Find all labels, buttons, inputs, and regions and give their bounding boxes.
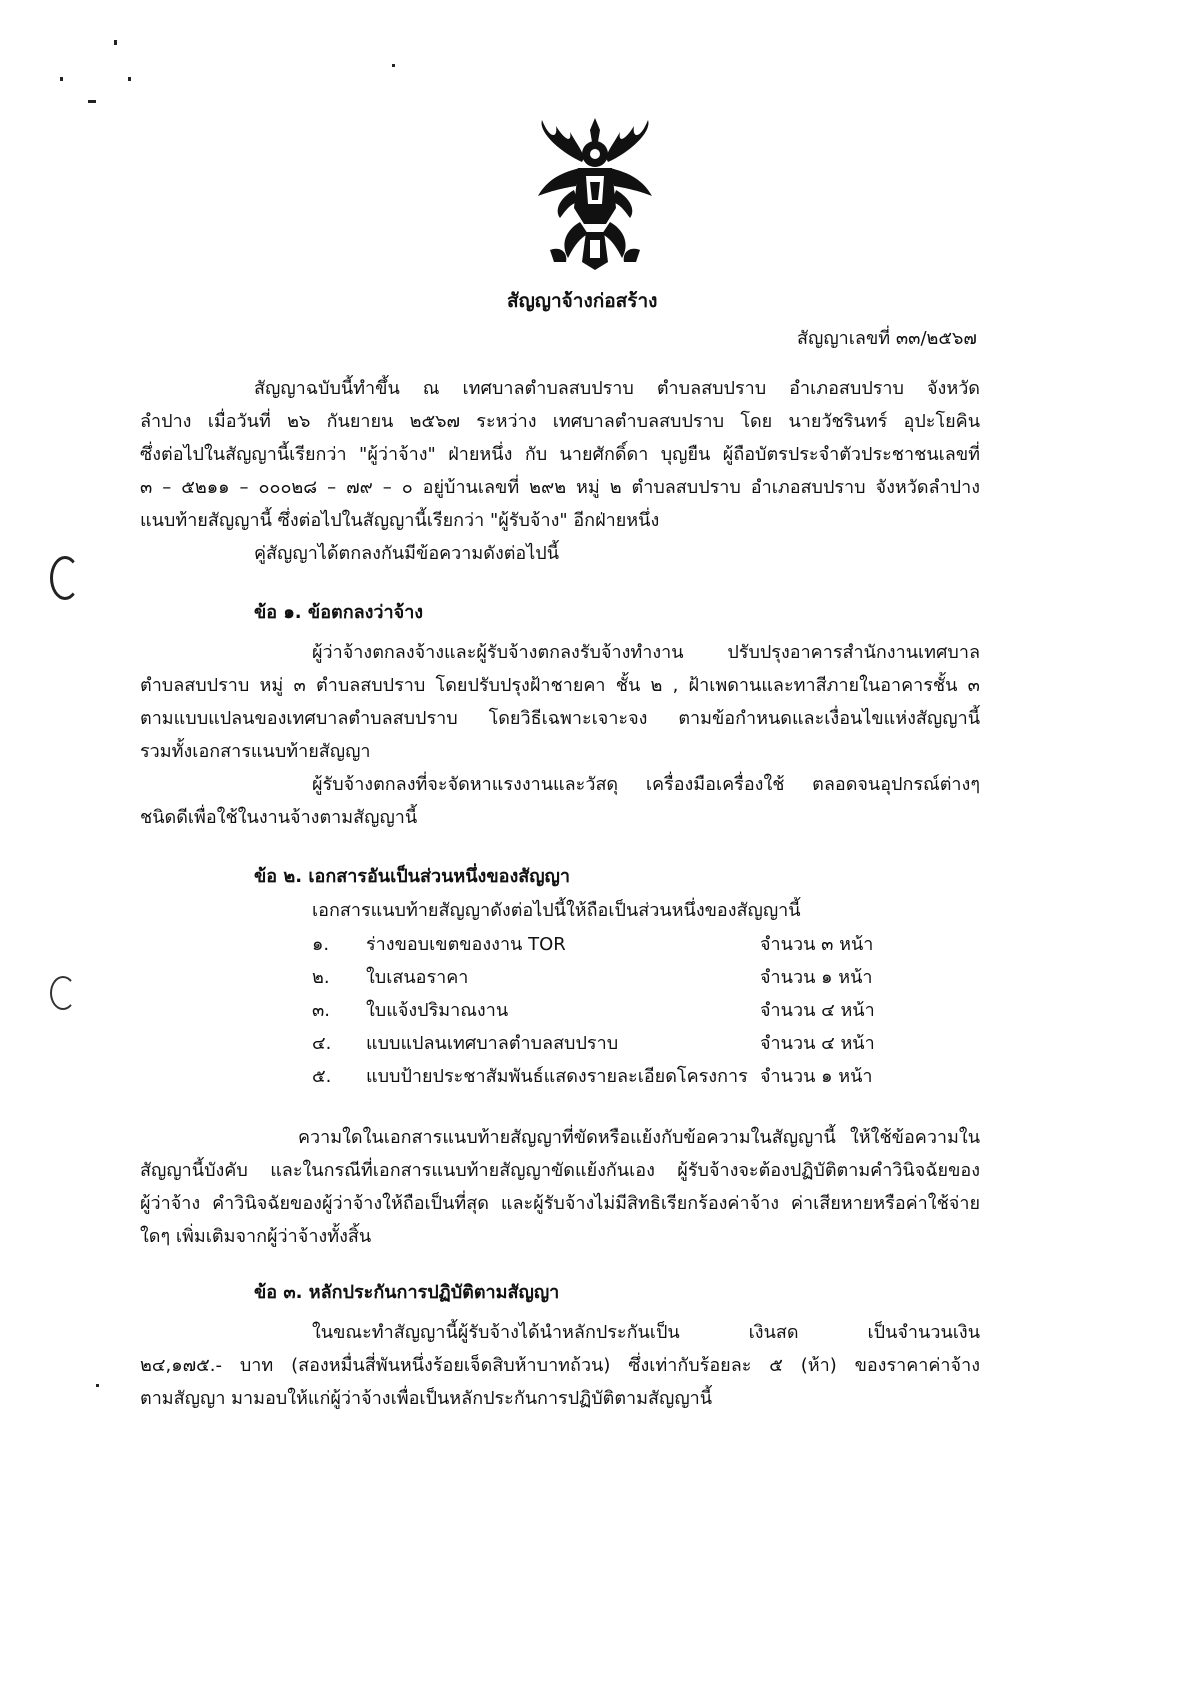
- clause-3-text: ๒๔,๑๗๕.- บาท (สองหมื่นสี่พันหนึ่งร้อยเจ็ดสิบห้าบาทถ้วน) ซึ่งเท่ากับร้อยละ ๕ (ห้า) ของราคาค่าจ้าง: [140, 1355, 980, 1376]
- attachment-number: ๒.: [312, 967, 330, 988]
- clause-1-text: ผู้ว่าจ้างตกลงจ้างและผู้รับจ้างตกลงรับจ้างทำงาน ปรับปรุงอาคารสำนักงานเทศบาล: [312, 642, 980, 663]
- attachment-number: ๑.: [312, 934, 330, 955]
- clause-2-intro: เอกสารแนบท้ายสัญญาดังต่อไปนี้ให้ถือเป็นส่วนหนึ่งของสัญญานี้: [312, 900, 801, 921]
- clause-2-text: ผู้ว่าจ้าง คำวินิจฉัยของผู้ว่าจ้างให้ถือเป็นที่สุด และผู้รับจ้างไม่มีสิทธิเรียกร้องค่าจ้าง ค่าเสียหายหรือค่าใช้จ่าย: [140, 1193, 980, 1214]
- clause-1-text: ตำบลสบปราบ หมู่ ๓ ตำบลสบปราบ โดยปรับปรุงฝ้าชายคา ชั้น ๒ , ฝ้าเพดานและทาสีภายในอาคารชั้น ๓: [140, 675, 980, 696]
- clause-3-text: ตามสัญญา มามอบให้แก่ผู้ว่าจ้างเพื่อเป็นหลักประกันการปฏิบัติตามสัญญานี้: [140, 1388, 713, 1409]
- attachment-name: ร่างขอบเขตของงาน TOR: [366, 934, 566, 955]
- document-title: สัญญาจ้างก่อสร้าง: [507, 290, 658, 312]
- scan-speck: [60, 77, 63, 81]
- attachment-number: ๔.: [312, 1033, 332, 1054]
- clause-3-text: ในขณะทำสัญญานี้ผู้รับจ้างได้นำหลักประกันเป็น เงินสด เป็นจำนวนเงิน: [312, 1322, 980, 1343]
- preamble-line: สัญญาฉบับนี้ทำขึ้น ณ เทศบาลตำบลสบปราบ ตำบลสบปราบ อำเภอสบปราบ จังหวัด: [254, 378, 980, 399]
- scan-speck: [96, 1384, 99, 1387]
- scan-speck: [114, 40, 117, 45]
- clause-3-heading: ข้อ ๓. หลักประกันการปฏิบัติตามสัญญา: [254, 1282, 560, 1303]
- clause-2-text: สัญญานี้บังคับ และในกรณีที่เอกสารแนบท้ายสัญญาขัดแย้งกันเอง ผู้รับจ้างจะต้องปฏิบัติตามคำวินิจฉัยของ: [140, 1160, 980, 1181]
- attachment-pages: จำนวน ๑ หน้า: [760, 967, 873, 988]
- clause-2-text: ความใดในเอกสารแนบท้ายสัญญาที่ขัดหรือแย้งกับข้อความในสัญญานี้ ให้ใช้ข้อความใน: [298, 1127, 980, 1148]
- binder-hole-mark: [50, 556, 80, 600]
- clause-1-text: ผู้รับจ้างตกลงที่จะจัดหาแรงงานและวัสดุ เครื่องมือเครื่องใช้ ตลอดจนอุปกรณ์ต่างๆ: [312, 774, 980, 795]
- clause-1-text: รวมทั้งเอกสารแนบท้ายสัญญา: [140, 741, 371, 762]
- scan-speck: [392, 64, 395, 67]
- attachment-name: แบบป้ายประชาสัมพันธ์แสดงรายละเอียดโครงการ: [366, 1066, 748, 1087]
- preamble-line: ซึ่งต่อไปในสัญญานี้เรียกว่า "ผู้ว่าจ้าง" ฝ่ายหนึ่ง กับ นายศักดิ์ดา บุญยืน ผู้ถือบัตรประจำตัวประชาชนเลขที่: [140, 444, 980, 465]
- attachment-pages: จำนวน ๔ หน้า: [760, 1000, 875, 1021]
- clause-2-heading: ข้อ ๒. เอกสารอันเป็นส่วนหนึ่งของสัญญา: [254, 866, 571, 887]
- scan-speck: [88, 100, 96, 103]
- preamble-line: ๓ – ๕๒๑๑ – ๐๐๐๒๘ – ๗๙ – ๐ อยู่บ้านเลขที่ ๒๙๒ หมู่ ๒ ตำบลสบปราบ อำเภอสบปราบ จังหวัดลำปาง: [140, 477, 980, 498]
- garuda-emblem-icon: [520, 112, 670, 272]
- clause-1-text: ชนิดดีเพื่อใช้ในงานจ้างตามสัญญานี้: [140, 807, 418, 828]
- attachment-pages: จำนวน ๑ หน้า: [760, 1066, 873, 1087]
- scan-speck: [128, 77, 131, 81]
- attachment-pages: จำนวน ๓ หน้า: [760, 934, 874, 955]
- preamble-line: คู่สัญญาได้ตกลงกันมีข้อความดังต่อไปนี้: [254, 543, 560, 564]
- attachment-name: แบบแปลนเทศบาลตำบลสบปราบ: [366, 1033, 619, 1054]
- attachment-number: ๕.: [312, 1066, 332, 1087]
- attachment-name: ใบแจ้งปริมาณงาน: [366, 1000, 509, 1021]
- clause-1-text: ตามแบบแปลนของเทศบาลตำบลสบปราบ โดยวิธีเฉพาะเจาะจง ตามข้อกำหนดและเงื่อนไขแห่งสัญญานี้: [140, 708, 980, 729]
- attachment-pages: จำนวน ๔ หน้า: [760, 1033, 875, 1054]
- clause-2-text: ใดๆ เพิ่มเติมจากผู้ว่าจ้างทั้งสิ้น: [140, 1226, 372, 1247]
- preamble-line: แนบท้ายสัญญานี้ ซึ่งต่อไปในสัญญานี้เรียกว่า "ผู้รับจ้าง" อีกฝ่ายหนึ่ง: [140, 510, 660, 531]
- clause-1-heading: ข้อ ๑. ข้อตกลงว่าจ้าง: [254, 602, 424, 623]
- attachment-name: ใบเสนอราคา: [366, 967, 469, 988]
- binder-hole-mark: [50, 976, 76, 1010]
- contract-number: สัญญาเลขที่ ๓๓/๒๕๖๗: [797, 328, 977, 349]
- preamble-line: ลำปาง เมื่อวันที่ ๒๖ กันยายน ๒๕๖๗ ระหว่าง เทศบาลตำบลสบปราบ โดย นายวัชรินทร์ อุปะโยคิน: [140, 411, 980, 432]
- attachment-number: ๓.: [312, 1000, 331, 1021]
